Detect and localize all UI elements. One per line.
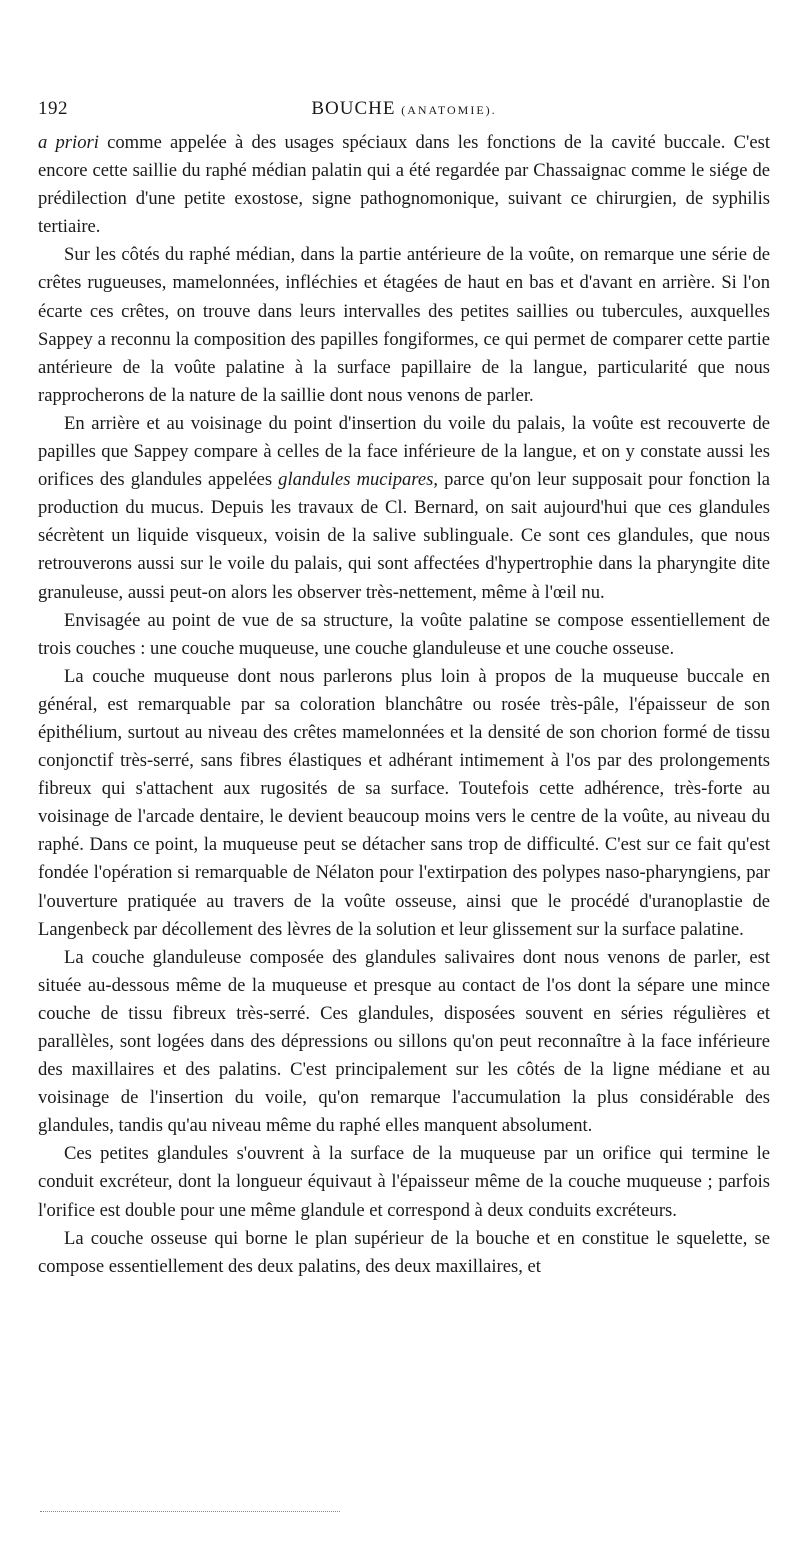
running-title-main: BOUCHE [311, 98, 396, 119]
paragraph-text: Envisagée au point de vue de sa structure, la voûte palatine se compose essentiellement de trois couches : une couche muqueuse, une couche glanduleuse et une couche osseuse. [38, 609, 770, 659]
paragraph-text: Sur les côtés du raphé médian, dans la partie antérieure de la voûte, on remarque une série de crêtes rugueuses, mamelonnées, infléchies et étagées de haut en bas et d'avant en arrière. Si l'on écarte ces crêtes, on trouve dans leurs intervalles des petites saillies ou tubercules, auxquelles Sappey a reconnu la composition des papilles fongiformes, ce qui permet de comparer cette partie antérieure de la voûte palatine à la surface papillaire de la langue, particularité que nous rapprocherons de la nature de la saillie dont nous venons de parler. [38, 244, 770, 406]
page-header [38, 94, 770, 124]
italic-text: a priori [38, 132, 99, 153]
paragraph-text: Ces petites glandules s'ouvrent à la surface de la muqueuse par un orifice qui termine le conduit excréteur, dont la longueur équivaut à l'épaisseur même de la couche muqueuse ; parfois l'orifice est double pour une même glandule et correspond à deux conduits excréteurs. [38, 1143, 770, 1221]
paragraph [38, 944, 770, 1141]
paragraph [38, 129, 770, 241]
italic-text: glandules mucipares [278, 469, 434, 491]
paragraph-text: La couche muqueuse dont nous parlerons plus loin à propos de la muqueuse buccale en général, est remarquable par sa coloration blanchâtre ou rosée très-pâle, l'épaisseur de son épithélium, surtout au niveau des crêtes mamelonnées et la densité de son chorion formé de tissu conjonctif très-serré, sans fibres élastiques et adhérant intimement à l'os par des prolongements fibreux qui s'attachent aux rugosités de sa surface. Toutefois cette adhérence, très-forte au voisinage de l'arcade dentaire, le devient beaucoup moins vers le centre de la voûte, au niveau du raphé. Dans ce point, la muqueuse peut se détacher sans trop de difficulté. C'est sur ce fait qu'est fondée l'opération si remarquable de Nélaton pour l'extirpation des polypes naso-pharyngiens, par l'ouverture pratiquée au travers de la voûte osseuse, ainsi que le procédé d'uranoplastie de Langenbeck par décollement des lèvres de la solution et leur glissement sur la surface palatine. [38, 665, 770, 940]
body-text [38, 129, 770, 1281]
paragraph [38, 1225, 770, 1281]
paragraph-text: La couche osseuse qui borne le plan supérieur de la bouche et en constitue le squelette, se compose essentiellement des deux palatins, des deux maxillaires, et [38, 1227, 770, 1277]
paragraph-text: En arrière et au voisinage du point d'insertion du voile du palais, la voûte est recouverte de papilles que Sappey compare à celles de la face inférieure de la langue, et on y constate aussi les orifices des glandules appelées [38, 412, 770, 491]
running-title-sub: (ANATOMIE). [401, 103, 497, 117]
page-number: 192 [38, 98, 68, 119]
paragraph [38, 1140, 770, 1224]
paragraph [38, 410, 770, 607]
paragraph-text: comme appelée à des usages spéciaux dans les fonctions de la cavité buccale. C'est encore cette saillie du raphé médian palatin qui a été regardée par Chassaignac comme le siége de prédilection d'une petite exostose, signe pathognomonique, suivant ce chirurgien, de syphilis tertiaire. [38, 132, 771, 238]
footer-divider [40, 1511, 340, 1512]
paragraph [38, 607, 770, 663]
paragraph-text: La couche glanduleuse composée des glandules salivaires dont nous venons de parler, est située au-dessous même de la muqueuse et presque au contact de l'os dont la sépare une mince couche de tissu fibreux très-serré. Ces glandules, disposées souvent en séries régulières et parallèles, sont logées dans des dépressions ou sillons qu'on peut reconnaître à la face inférieure des maxillaires et des palatins. C'est principalement sur les côtés de la ligne médiane et au voisinage de l'insertion du voile, qu'on remarque l'accumulation la plus considérable des glandules, tandis qu'au niveau même du raphé elles manquent absolument. [38, 946, 770, 1137]
paragraph [38, 663, 770, 944]
document-page [38, 94, 770, 1281]
running-title [38, 94, 770, 125]
paragraph-text: , parce qu'on leur supposait pour fonction la production du mucus. Depuis les travaux de Cl. Bernard, on sait aujourd'hui que ces glandules sécrètent un liquide visqueux, voisin de la salive sublinguale. Ce sont ces glandules, que nous retrouverons aussi sur le voile du palais, qui sont affectées d'hypertrophie dans la pharyngite dite granuleuse, aussi peut-on alors les observer très-nettement, même à l'œil nu. [38, 469, 771, 603]
paragraph [38, 241, 770, 410]
